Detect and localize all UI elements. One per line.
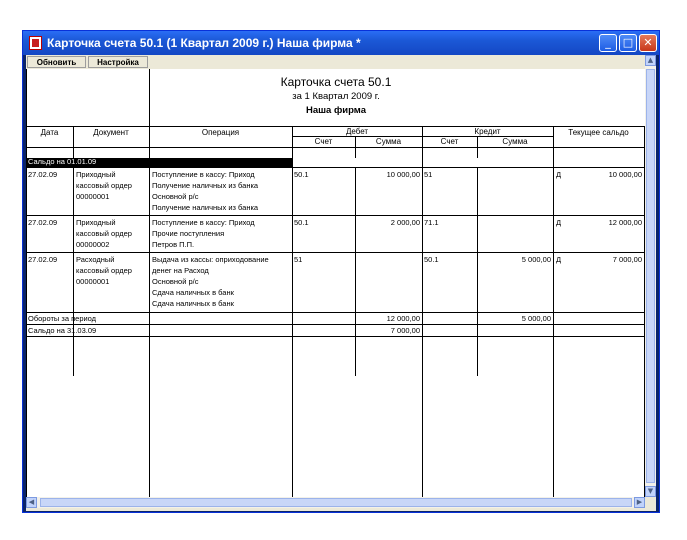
row3-document-line3: 00000001 <box>76 277 110 286</box>
refresh-button[interactable]: Обновить <box>27 56 86 68</box>
settings-button[interactable]: Настройка <box>88 56 148 68</box>
row2-balance-side: Д <box>556 218 562 227</box>
row3-date: 27.02.09 <box>28 255 58 264</box>
close-button[interactable]: ✕ <box>639 34 657 52</box>
row1-operation-line2: Получение наличных из банка <box>152 181 259 190</box>
window-title: Карточка счета 50.1 (1 Квартал 2009 г.) Наша фирма * <box>47 36 361 50</box>
window-client-area <box>26 55 656 511</box>
row2-debit-account: 50.1 <box>294 218 309 227</box>
maximize-button[interactable]: □ <box>619 34 637 52</box>
col-header-credit: Кредит <box>474 127 501 136</box>
col-header-balance: Текущее сальдо <box>568 128 629 137</box>
turnover-label: Обороты за период <box>28 314 97 323</box>
row1-credit-account: 51 <box>424 170 433 179</box>
row1-document-line1: Приходный <box>76 170 116 179</box>
closing-balance-debit: 7 000,00 <box>390 326 420 335</box>
row3-document-line1: Расходный <box>76 255 115 264</box>
row1-date: 27.02.09 <box>28 170 58 179</box>
row3-operation-line1: Выдача из кассы: оприходование <box>152 255 269 264</box>
row1-operation-line4: Получение наличных из банка <box>152 203 259 212</box>
report-window <box>22 30 660 513</box>
col-header-credit-amount: Сумма <box>502 137 528 146</box>
turnover-credit: 5 000,00 <box>521 314 551 323</box>
title-bar[interactable] <box>23 31 659 55</box>
report-period: за 1 Квартал 2009 г. <box>292 91 380 102</box>
col-header-operation: Операция <box>201 128 240 137</box>
horizontal-scrollbar[interactable] <box>26 497 645 508</box>
report-company: Наша фирма <box>305 105 366 116</box>
row1-balance-amount: 10 000,00 <box>608 170 642 179</box>
row3-operation-line5: Сдача наличных в банк <box>152 299 234 308</box>
col-header-date: Дата <box>40 128 59 137</box>
row2-document-line1: Приходный <box>76 218 116 227</box>
row3-credit-account: 50.1 <box>424 255 439 264</box>
opening-balance-label: Сальдо на 01.01.09 <box>28 157 97 166</box>
row2-balance-amount: 12 000,00 <box>608 218 642 227</box>
scroll-left-button[interactable]: ◀ <box>26 497 37 508</box>
vertical-scrollbar[interactable] <box>645 55 656 497</box>
row3-operation-line2: денег на Расход <box>152 266 209 275</box>
vertical-scroll-thumb[interactable] <box>646 69 655 483</box>
row1-document-line2: кассовый ордер <box>76 181 132 190</box>
report-sheet <box>26 69 645 497</box>
col-header-debit-amount: Сумма <box>375 137 402 146</box>
scroll-right-button[interactable]: ▶ <box>634 497 645 508</box>
row2-date: 27.02.09 <box>28 218 58 227</box>
row1-debit-amount: 10 000,00 <box>386 170 420 179</box>
row2-document-line3: 00000002 <box>76 240 110 249</box>
col-header-document: Документ <box>93 128 129 137</box>
closing-balance-label: Сальдо на 31.03.09 <box>28 326 97 335</box>
row3-balance-side: Д <box>556 255 562 264</box>
row1-document-line3: 00000001 <box>76 192 110 201</box>
row2-document-line2: кассовый ордер <box>76 229 132 238</box>
col-header-debit: Дебет <box>345 127 369 136</box>
row3-credit-amount: 5 000,00 <box>521 255 551 264</box>
col-header-credit-account: Счет <box>440 137 459 146</box>
report-toolbar <box>26 55 151 69</box>
row1-debit-account: 50.1 <box>294 170 309 179</box>
report-title: Карточка счета 50.1 <box>280 75 392 89</box>
col-header-debit-account: Счет <box>314 137 333 146</box>
row2-credit-account: 71.1 <box>424 218 439 227</box>
row1-balance-side: Д <box>556 170 562 179</box>
row2-debit-amount: 2 000,00 <box>390 218 420 227</box>
minimize-button[interactable]: _ <box>599 34 617 52</box>
horizontal-scroll-thumb[interactable] <box>40 498 632 507</box>
turnover-debit: 12 000,00 <box>386 314 420 323</box>
row2-operation-line3: Петров П.П. <box>152 240 195 249</box>
app-icon <box>29 36 42 50</box>
row3-document-line2: кассовый ордер <box>76 266 132 275</box>
row2-operation-line1: Поступление в кассу: Приход <box>152 218 255 227</box>
row3-debit-account: 51 <box>294 255 303 264</box>
row3-balance-amount: 7 000,00 <box>612 255 642 264</box>
row1-operation-line1: Поступление в кассу: Приход <box>152 170 255 179</box>
scroll-down-button[interactable]: ▼ <box>645 486 656 497</box>
row3-operation-line3: Основной р/с <box>152 277 199 286</box>
scroll-up-button[interactable]: ▲ <box>645 55 656 66</box>
row2-operation-line2: Прочие поступления <box>152 229 225 238</box>
row1-operation-line3: Основной р/с <box>152 192 199 201</box>
row3-operation-line4: Сдача наличных в банк <box>152 288 234 297</box>
